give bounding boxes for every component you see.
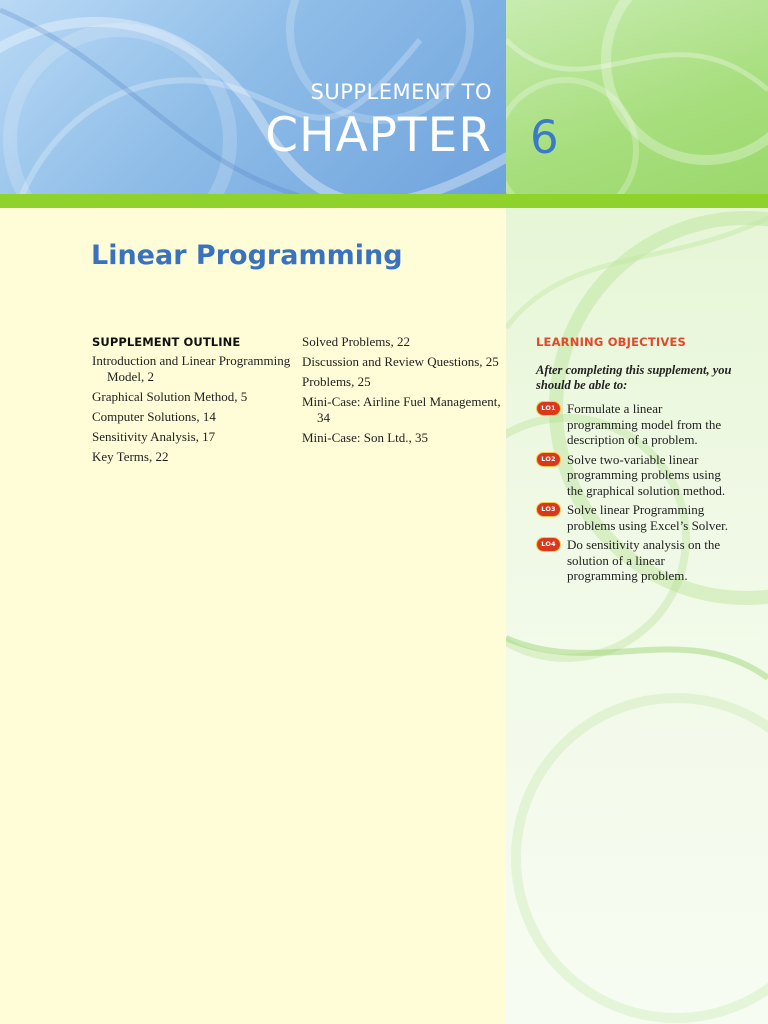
learning-objective-item [536, 401, 736, 448]
header-divider-bar [0, 194, 768, 208]
outline-column-1 [92, 334, 292, 469]
learning-objectives-panel [506, 208, 768, 1024]
outline-item: Key Terms, 22 [92, 449, 169, 464]
learning-objective-text: Solve linear Programming problems using Excel’s Solver. [567, 502, 729, 533]
learning-objective-text: Do sensitivity analysis on the solution of a linear programming problem. [567, 537, 721, 583]
outline-item: Discussion and Review Questions, 25 [302, 354, 499, 369]
learning-objective-item [536, 537, 736, 584]
lo-badge: LO3 [536, 502, 561, 517]
learning-objective-item [536, 452, 736, 499]
page-title: Linear Programming [91, 240, 403, 271]
lo-badge: LO4 [536, 537, 561, 552]
supplement-label: SUPPLEMENT TO [310, 80, 492, 104]
lo-badge: LO2 [536, 452, 561, 467]
outline-item: Mini-Case: Son Ltd., 35 [302, 430, 429, 445]
chapter-number: 6 [530, 111, 559, 164]
outline-item: Computer Solutions, 14 [92, 409, 216, 424]
outline-item: Problems, 25 [302, 374, 371, 389]
lo-badge: LO1 [536, 401, 561, 416]
learning-objectives-intro: After completing this supplement, you should be able to: [536, 363, 732, 392]
decorative-swirl [506, 208, 768, 1024]
outline-column-2 [302, 334, 502, 450]
learning-objective-text: Solve two-variable linear programming problems using the graphical solution method. [567, 451, 726, 498]
outline-heading: SUPPLEMENT OUTLINE [92, 335, 241, 349]
outline-item: Mini-Case: Airline Fuel Management, 34 [302, 394, 501, 425]
outline-item: Introduction and Linear Programming Model, 2 [92, 353, 291, 384]
learning-objective-item [536, 502, 736, 533]
learning-objectives-heading: LEARNING OBJECTIVES [536, 335, 686, 349]
outline-item: Sensitivity Analysis, 17 [92, 429, 216, 444]
learning-objective-text: Formulate a linear programming model from the description of a problem. [567, 401, 722, 447]
learning-objectives-list [536, 401, 736, 588]
outline-item: Solved Problems, 22 [302, 334, 410, 349]
chapter-heading: CHAPTER [265, 108, 492, 163]
outline-item: Graphical Solution Method, 5 [92, 389, 248, 404]
